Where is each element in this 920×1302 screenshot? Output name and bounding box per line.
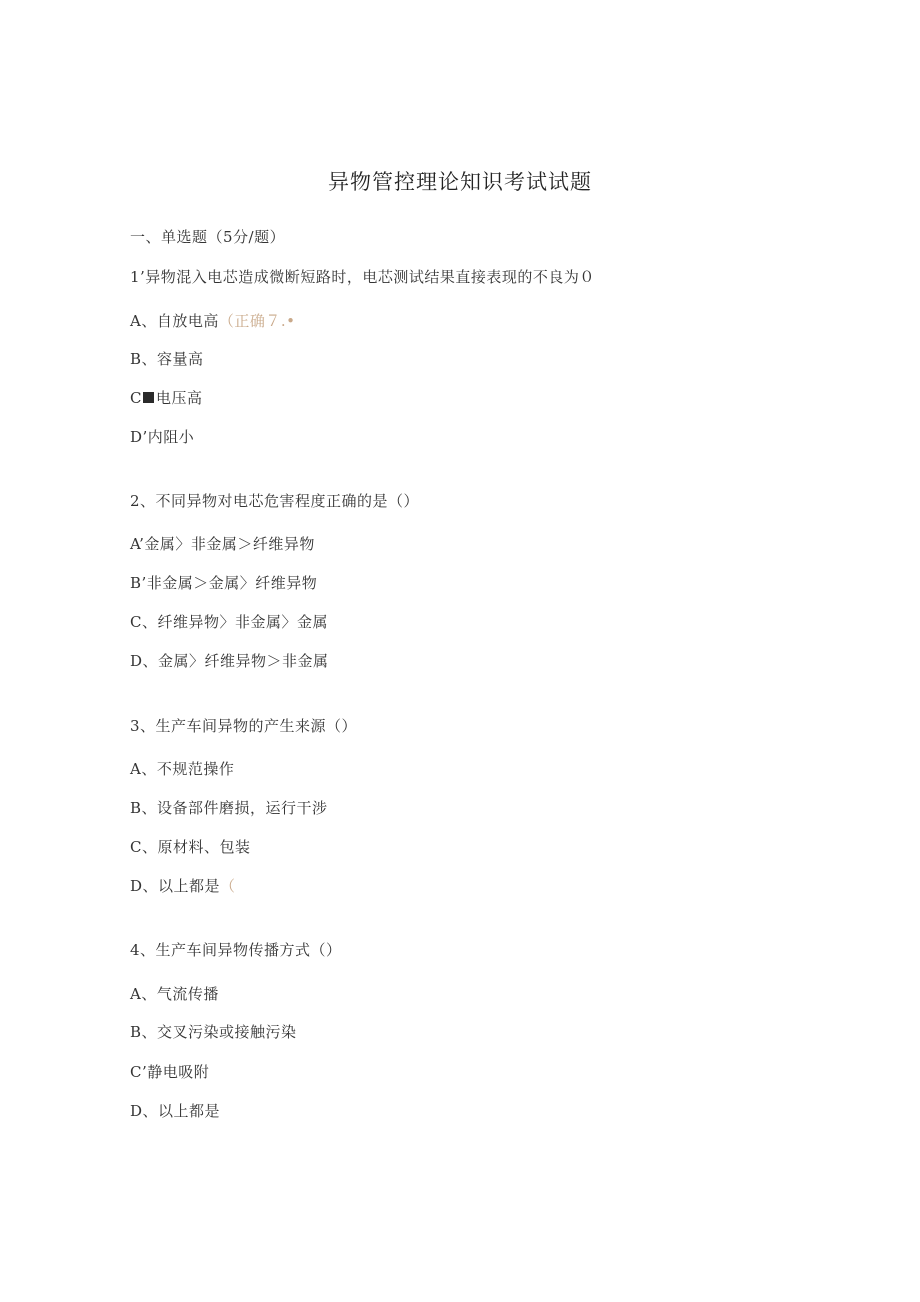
option-prefix: C	[130, 389, 142, 407]
option-text: D、以上都是	[130, 877, 221, 895]
question-2-option-c: C、纤维异物〉非金属〉金属	[130, 613, 328, 631]
option-text: A、自放电高	[130, 312, 219, 330]
black-square-mark-icon	[143, 392, 154, 403]
question-3-stem: 3、生产车间异物的产生来源（）	[130, 717, 358, 735]
document-title: 异物管控理论知识考试试题	[328, 170, 592, 194]
question-1-option-b: B、容量高	[130, 350, 204, 368]
question-1-option-a	[130, 310, 295, 331]
answer-annotation: （正确７.•	[218, 312, 296, 330]
question-1-option-d: D’内阻小	[130, 428, 195, 446]
question-4-option-b: B、交叉污染或接触污染	[130, 1023, 297, 1041]
question-3-option-d	[130, 875, 236, 896]
question-2-option-d: D、金属〉纤维异物＞非金属	[130, 652, 329, 670]
question-3-option-c: C、原材料、包装	[130, 838, 251, 856]
question-2-option-a: A’金属〉非金属＞纤维异物	[130, 535, 315, 553]
question-4-option-a: A、气流传播	[130, 985, 219, 1003]
question-2-stem: 2、不同异物对电芯危害程度正确的是（）	[130, 492, 420, 510]
question-3-option-b: B、设备部件磨损，运行干涉	[130, 799, 328, 817]
question-4-option-d: D、以上都是	[130, 1102, 221, 1120]
question-4-option-c: C’静电吸附	[130, 1063, 210, 1081]
option-text: 电压高	[155, 389, 203, 407]
question-1-option-c	[130, 387, 203, 408]
question-1-stem: 1’异物混入电芯造成微断短路时，电芯测试结果直接表现的不良为０	[130, 268, 595, 286]
section-heading: 一、单选题（5分/题）	[130, 228, 286, 246]
question-2-option-b: B’非金属＞金属〉纤维异物	[130, 574, 318, 592]
question-4-stem: 4、生产车间异物传播方式（）	[130, 941, 342, 959]
question-3-option-a: A、不规范操作	[130, 760, 235, 778]
answer-annotation: （	[220, 877, 236, 895]
